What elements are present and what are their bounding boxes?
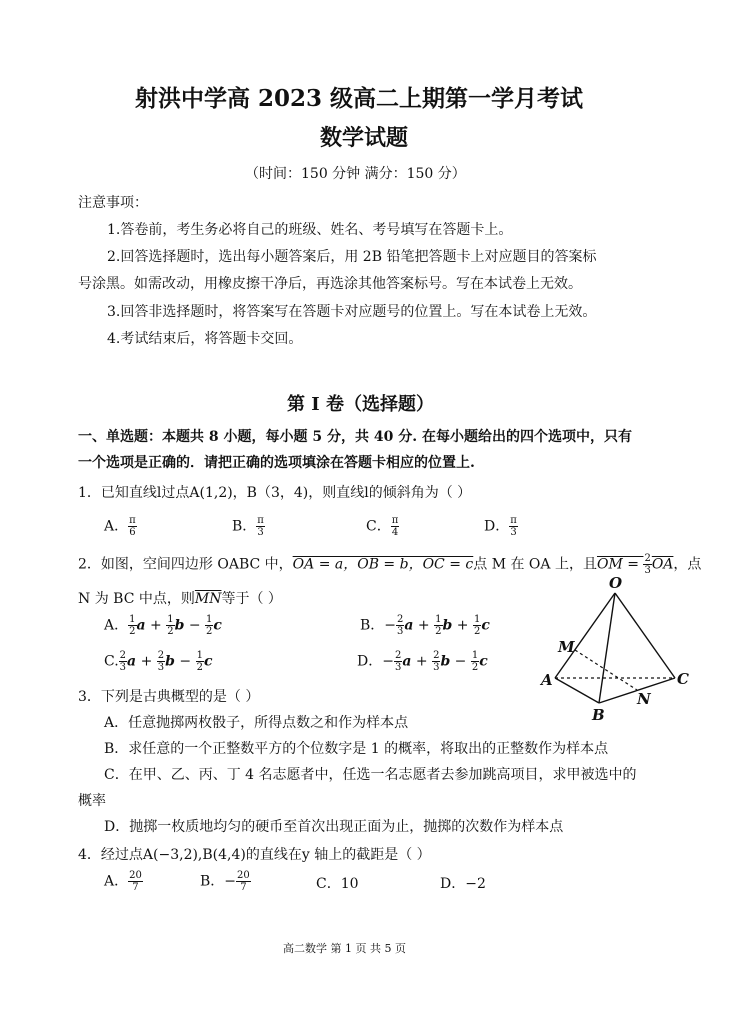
- coefficient-fraction: $\frac{2}{3}$: [157, 650, 165, 673]
- exam-time-info: （时间：150 分钟 满分：150 分）: [245, 166, 466, 182]
- tetrahedron-figure: [535, 573, 695, 725]
- vector-symbol: b: [174, 617, 185, 634]
- vector-symbol: b: [165, 653, 175, 670]
- q1-stem: 1．已知直线l过点A(1,2)，B（3，4)，则直线l的倾斜角为（ ）: [78, 485, 472, 501]
- operator: −: [184, 617, 206, 634]
- section-instruction: 一个选项是正确的．请把正确的选项填涂在答题卡相应的位置上.: [78, 455, 475, 471]
- notice-item: 1.答卷前，考生务必将自己的班级、姓名、考号填写在答题卡上。: [107, 222, 513, 238]
- notice-heading: 注意事项：: [78, 195, 148, 211]
- option-label: B．−: [360, 617, 397, 634]
- q4-option-c: C．10: [316, 876, 359, 892]
- vector-symbol: a: [402, 653, 412, 670]
- label-c: C: [677, 670, 689, 688]
- edge-oa: [555, 593, 615, 678]
- operator: −: [450, 653, 471, 670]
- edge-ob: [599, 593, 615, 703]
- q4-option-d: D．−2: [440, 876, 486, 892]
- notice-item: 2.回答选择题时，选出每小题答案后，用 2B 铅笔把答题卡上对应题目的答案标: [107, 249, 597, 265]
- q2-option-b: [360, 614, 490, 637]
- coefficient-fraction: $\frac{1}{2}$: [206, 614, 213, 637]
- coefficient-fraction: $\frac{1}{2}$: [167, 614, 174, 637]
- operator: +: [413, 617, 435, 634]
- vector-symbol: b: [440, 653, 451, 670]
- q2-stem-line2: N 为 BC 中点，则$\overline{MN}$等于（ ）: [78, 591, 282, 607]
- vector-symbol: a: [127, 653, 137, 670]
- q4-option-a: A． $\frac{20}{7}$: [104, 870, 142, 893]
- operator: +: [145, 617, 167, 634]
- vector-symbol: a: [404, 617, 414, 634]
- label-m: M: [558, 638, 575, 656]
- q2-option-d: [357, 650, 488, 673]
- notice-item: 号涂黑。如需改动，用橡皮擦干净后，再选涂其他答案标号。写在本试卷上无效。: [78, 276, 582, 292]
- q3-option-c-cont: 概率: [78, 793, 106, 809]
- section-title: 第 I 卷（选择题）: [287, 394, 434, 415]
- option-label: C.: [104, 653, 119, 670]
- exam-subject: 数学试题: [320, 125, 409, 151]
- exam-title: 射洪中学高 2023 级高二上期第一学月考试: [135, 85, 584, 112]
- coefficient-fraction: $\frac{2}{3}$: [394, 650, 402, 673]
- label-b: B: [592, 706, 605, 724]
- q4-stem: 4．经过点A(−3,2),B(4,4)的直线在y 轴上的截距是（ ）: [78, 847, 431, 863]
- vector-symbol: c: [479, 653, 488, 670]
- edge-ab: [555, 678, 599, 703]
- notice-item: 4.考试结束后，将答题卡交回。: [107, 331, 303, 347]
- q1-option-a: A． $\frac{\pi}{6}$: [104, 515, 136, 538]
- option-label: D．−: [357, 653, 394, 670]
- q3-option-a: A．任意抛掷两枚骰子，所得点数之和作为样本点: [104, 715, 409, 731]
- vector-symbol: c: [203, 653, 213, 670]
- coefficient-fraction: $\frac{1}{2}$: [196, 650, 203, 673]
- q1-option-c: C． $\frac{\pi}{4}$: [366, 515, 399, 538]
- vector-symbol: b: [442, 617, 453, 634]
- q2-option-c: [104, 650, 212, 673]
- operator: +: [452, 617, 473, 634]
- option-label: A．: [104, 617, 129, 634]
- label-n: N: [637, 690, 651, 708]
- coefficient-fraction: $\frac{2}{3}$: [119, 650, 127, 673]
- q2-option-a: [104, 614, 222, 637]
- coefficient-fraction: $\frac{1}{2}$: [129, 614, 136, 637]
- vector-symbol: c: [213, 617, 222, 634]
- operator: +: [411, 653, 433, 670]
- vector-symbol: a: [136, 617, 146, 634]
- q1-option-b: B． $\frac{\pi}{3}$: [232, 515, 264, 538]
- label-o: O: [609, 574, 623, 592]
- q1-option-d: D． $\frac{\pi}{3}$: [484, 515, 517, 538]
- q3-stem: 3．下列是古典概型的是（ ）: [78, 689, 260, 705]
- notice-item: 3.回答非选择题时，将答案写在答题卡对应题号的位置上。写在本试卷上无效。: [107, 304, 597, 320]
- q2-stem: 2．如图，空间四边形 OABC 中，OA = a，OB = b，OC = c点 M 在 OA 上，且OM = $\frac{2}{3}$ $\overline{OA}$，点: [78, 553, 702, 576]
- label-a: A: [541, 671, 553, 689]
- edge-oc: [615, 593, 675, 678]
- operator: +: [136, 653, 157, 670]
- coefficient-fraction: $\frac{2}{3}$: [433, 650, 440, 673]
- section-instruction: 一、单选题：本题共 8 小题，每小题 5 分，共 40 分. 在每小题给出的四个选项中，只有: [78, 429, 632, 445]
- q4-option-b: B．− $\frac{20}{7}$: [200, 870, 250, 893]
- q3-option-d: D．抛掷一枚质地均匀的硬币至首次出现正面为止，抛掷的次数作为样本点: [104, 819, 564, 835]
- operator: −: [174, 653, 196, 670]
- q3-option-b: B．求任意的一个正整数平方的个位数字是 1 的概率，将取出的正整数作为样本点: [104, 741, 609, 757]
- coefficient-fraction: $\frac{1}{2}$: [473, 614, 481, 637]
- q3-option-c: C．在甲、乙、丙、丁 4 名志愿者中，任选一名志愿者去参加跳高项目，求甲被选中的: [104, 767, 637, 783]
- coefficient-fraction: $\frac{2}{3}$: [397, 614, 404, 637]
- coefficient-fraction: $\frac{1}{2}$: [471, 650, 479, 673]
- coefficient-fraction: $\frac{1}{2}$: [435, 614, 442, 637]
- vector-symbol: c: [481, 617, 490, 634]
- page-footer: 高二数学 第 1 页 共 5 页: [283, 942, 406, 955]
